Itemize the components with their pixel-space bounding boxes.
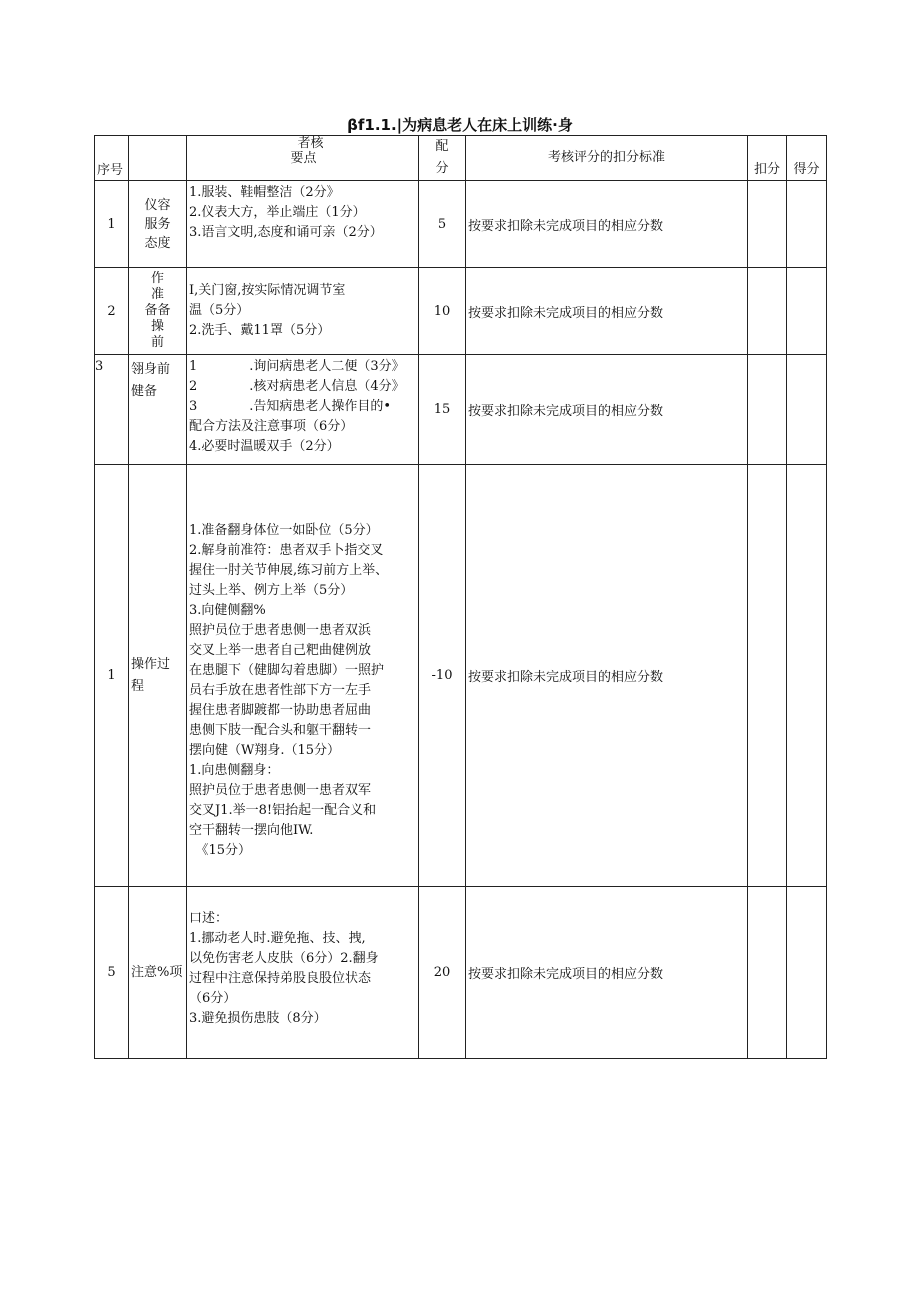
req-line: 交叉上举一患者自己粑曲健例放 bbox=[189, 643, 372, 658]
header-standard: 考核评分的扣分标准 bbox=[466, 136, 748, 181]
table-row bbox=[95, 887, 827, 1059]
row-deduct-cell[interactable] bbox=[748, 268, 787, 355]
req-line: 3.语言文明,态度和诵可亲（2分） bbox=[189, 225, 383, 240]
row-requirement bbox=[187, 355, 419, 465]
row-standard: 按要求扣除未完成项目的相应分数 bbox=[466, 887, 748, 1059]
row-standard: 按要求扣除未完成项目的相应分数 bbox=[466, 465, 748, 887]
header-deduct: 扣分 bbox=[748, 136, 787, 181]
table-row bbox=[95, 268, 827, 355]
row-item bbox=[129, 465, 187, 887]
req-line: 1.准备翻身体位一如卧位（5分） bbox=[189, 523, 379, 538]
row-standard: 按要求扣除未完成项目的相应分数 bbox=[466, 268, 748, 355]
table-row bbox=[95, 355, 827, 465]
item-line: 前 bbox=[150, 335, 164, 350]
req-line: 交叉J1.举一8!铝抬起一配合义和 bbox=[189, 803, 377, 818]
row-score: 15 bbox=[419, 355, 466, 465]
row-score: 5 bbox=[419, 181, 466, 268]
req-line: 摆向健（W翔身.（15分） bbox=[189, 743, 341, 758]
item-line: 操作过 bbox=[131, 656, 171, 672]
req-num: 2 bbox=[189, 379, 198, 394]
req-line: 握住患者脚踱都一协助患者屈曲 bbox=[189, 703, 372, 718]
req-line: 患侧下肢一配合头和躯干翻转一 bbox=[189, 723, 372, 738]
row-gain-cell[interactable] bbox=[787, 181, 827, 268]
header-score-line1: 配 bbox=[435, 139, 449, 154]
item-line: 作 bbox=[150, 271, 164, 286]
item-line: 备备 bbox=[144, 303, 171, 318]
req-line: I,关门窗,按实际情况调节室 bbox=[189, 283, 346, 298]
req-line: 以免伤害老人皮肤（6分）2.翻身 bbox=[189, 951, 379, 966]
req-line: 温（5分） bbox=[189, 303, 250, 318]
req-text: .告知病患老人操作目的• bbox=[249, 399, 392, 414]
req-line: 口述： bbox=[189, 911, 229, 926]
item-line: 翎身前 bbox=[131, 362, 171, 377]
row-score: 10 bbox=[419, 268, 466, 355]
row-item bbox=[129, 887, 187, 1059]
row-seq: 1 bbox=[95, 465, 129, 887]
row-standard: 按要求扣除未完成项目的相应分数 bbox=[466, 355, 748, 465]
item-line: 服务 bbox=[144, 216, 171, 232]
row-deduct-cell[interactable] bbox=[748, 465, 787, 887]
req-line: 4.必要时温暖双手（2分） bbox=[189, 439, 340, 454]
req-line: 3.向健侧翻% bbox=[189, 603, 266, 618]
row-deduct-cell[interactable] bbox=[748, 355, 787, 465]
header-score bbox=[419, 136, 466, 181]
req-line: 过头上举、例方上举（5分） bbox=[189, 583, 354, 598]
row-requirement bbox=[187, 887, 419, 1059]
row-gain-cell[interactable] bbox=[787, 355, 827, 465]
row-item bbox=[129, 268, 187, 355]
req-line: 2.洗手、戴11罩（5分） bbox=[189, 323, 331, 338]
row-score: 20 bbox=[419, 887, 466, 1059]
header-row bbox=[95, 136, 827, 181]
req-line: 1.服装、鞋帽整洁（2分》 bbox=[189, 185, 340, 200]
req-num: 3 bbox=[189, 399, 198, 414]
req-text: .核对病患老人信息（4分》 bbox=[249, 379, 405, 394]
req-line: 2.仪表大方，举止端庄（1分） bbox=[189, 205, 366, 220]
req-line: 照护员位于患者患侧一患者双军 bbox=[189, 783, 372, 798]
req-num: 1 bbox=[189, 359, 198, 374]
req-line: 在患腿下（健脚勾着患脚）一照护 bbox=[189, 663, 385, 678]
req-line: 1.挪动老人时.避免拖、技、拽, bbox=[189, 931, 366, 946]
req-line: 握住一肘关节伸展,练习前方上举、 bbox=[189, 563, 389, 578]
req-line: 空干翻转一摆向他IW. bbox=[189, 823, 314, 838]
row-score: -10 bbox=[419, 465, 466, 887]
req-line: 配合方法及注意事项（6分） bbox=[189, 419, 354, 434]
row-seq: 2 bbox=[95, 268, 129, 355]
header-score-line2: 分 bbox=[435, 161, 449, 176]
header-seq: 序号 bbox=[95, 136, 129, 181]
table-row bbox=[95, 181, 827, 268]
req-text: .询问病患老人二便（3分》 bbox=[249, 359, 405, 374]
row-seq: 3 bbox=[95, 355, 129, 465]
req-line bbox=[189, 397, 418, 417]
document-title: βf1.1.|为病息老人在床上训练·身 bbox=[347, 116, 573, 134]
req-line bbox=[189, 377, 418, 397]
row-seq: 1 bbox=[95, 181, 129, 268]
row-requirement bbox=[187, 465, 419, 887]
header-requirement bbox=[187, 136, 419, 181]
header-requirement-line2: 要点 bbox=[290, 151, 317, 166]
row-item bbox=[129, 181, 187, 268]
row-item bbox=[129, 355, 187, 465]
row-requirement bbox=[187, 268, 419, 355]
item-line: 注意%项 bbox=[131, 964, 183, 980]
scoring-table bbox=[94, 135, 827, 1059]
item-line: 态度 bbox=[144, 235, 171, 251]
req-line bbox=[189, 357, 418, 377]
row-deduct-cell[interactable] bbox=[748, 181, 787, 268]
header-gain: 得分 bbox=[787, 136, 827, 181]
item-line: 准 bbox=[150, 287, 164, 302]
row-requirement bbox=[187, 181, 419, 268]
header-requirement-line1: 者核 bbox=[297, 136, 324, 151]
row-seq: 5 bbox=[95, 887, 129, 1059]
req-line: 照护员位于患者患侧一患者双浜 bbox=[189, 623, 372, 638]
req-line: （6分） bbox=[189, 991, 237, 1006]
req-line: 3.避免损伤患肢（8分） bbox=[189, 1011, 327, 1026]
req-line: 1.向患侧翻身： bbox=[189, 763, 280, 778]
row-gain-cell[interactable] bbox=[787, 465, 827, 887]
row-deduct-cell[interactable] bbox=[748, 887, 787, 1059]
row-standard: 按要求扣除未完成项目的相应分数 bbox=[466, 181, 748, 268]
item-line: 程 bbox=[131, 678, 145, 694]
item-line: 健备 bbox=[131, 384, 158, 399]
header-item bbox=[129, 136, 187, 181]
req-line: 员右手放在患者性部下方一左手 bbox=[189, 683, 372, 698]
item-line: 仪容 bbox=[144, 197, 171, 213]
row-gain-cell[interactable] bbox=[787, 887, 827, 1059]
req-line: 2.解身前准符：患者双手卜指交叉 bbox=[189, 543, 384, 558]
req-line: 过程中注意保持弟股良股位状态 bbox=[189, 971, 372, 986]
table-row bbox=[95, 465, 827, 887]
req-line: 《15分） bbox=[189, 843, 252, 858]
item-line: 操 bbox=[150, 319, 164, 334]
row-gain-cell[interactable] bbox=[787, 268, 827, 355]
